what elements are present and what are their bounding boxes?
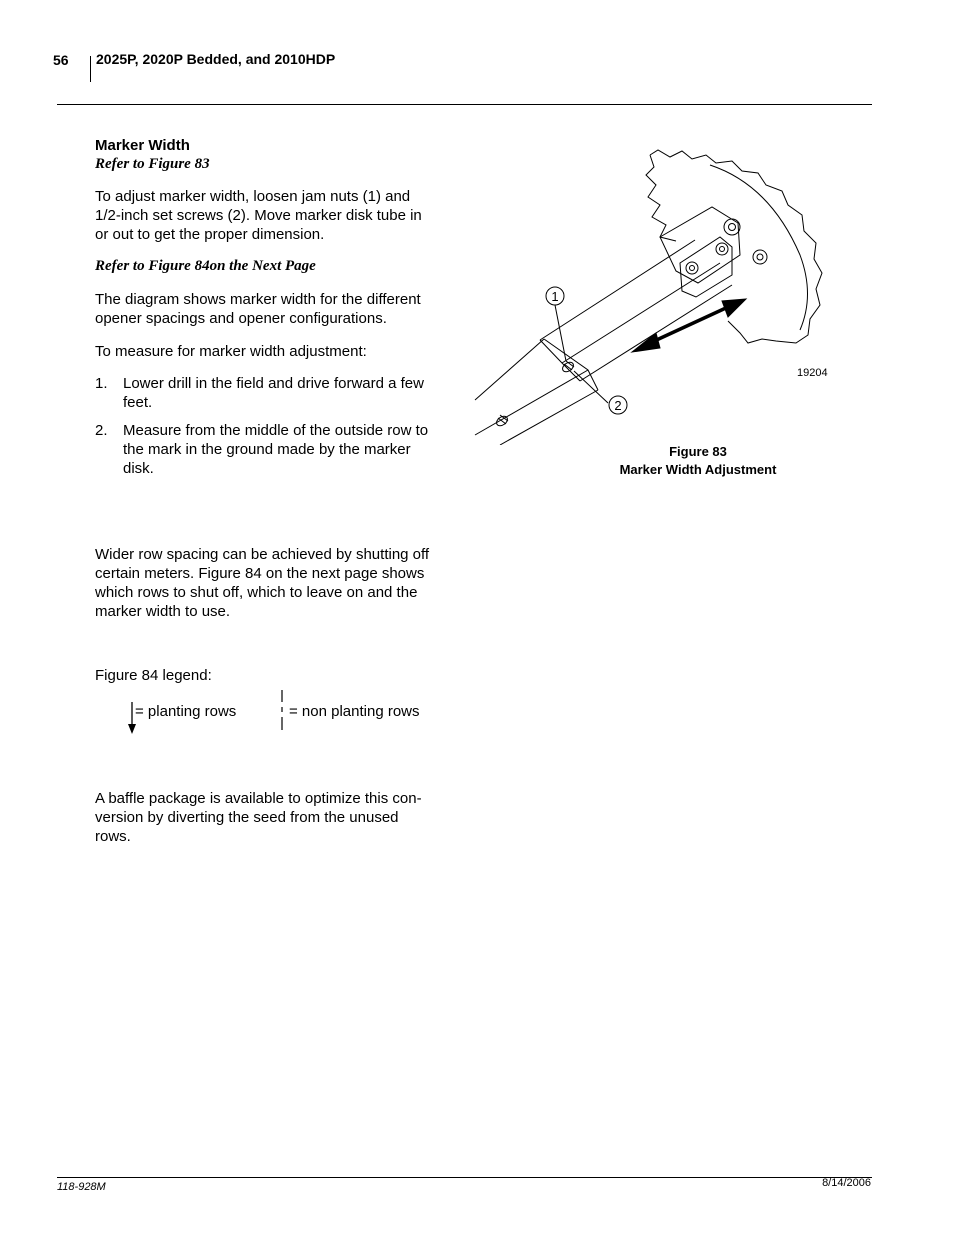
figure-id: 19204: [797, 367, 828, 379]
paragraph-text: A baffle package is available to optimize this con-version by diverting the seed from the unused rows.: [95, 790, 422, 845]
figure-84-reference: Refer to Figure 84on the Next Page: [95, 258, 316, 274]
steps-list-block: [95, 374, 435, 487]
non-planting-row-dashed-line-icon: [277, 690, 287, 732]
callout-1: 1: [551, 289, 559, 304]
list-item: [95, 421, 435, 478]
list-item: [95, 374, 435, 412]
callout-2: 2: [614, 398, 622, 413]
step-text: Lower drill in the field and drive forward a few feet.: [123, 375, 424, 411]
section-heading-block: [95, 136, 435, 174]
header-rule: [57, 104, 872, 105]
legend-title: Figure 84 legend:: [95, 667, 212, 684]
paragraph-wider-spacing: [95, 545, 435, 621]
header-divider: [90, 56, 91, 82]
step-number: 1.: [95, 375, 108, 392]
paragraph-text: Wider row spacing can be achieved by shutting off certain meters. Figure 84 on the next page shows which rows to shut off, which to leave on and the marker width to use.: [95, 546, 430, 620]
section-heading: Marker Width: [95, 137, 190, 154]
steps-list: [95, 374, 435, 478]
paragraph-text: To adjust marker width, loosen jam nuts (1) and 1/2-inch set screws (2). Move marker disk tube in or out to get the proper dimension.: [95, 188, 422, 243]
paragraph-measure: [95, 342, 435, 361]
step-number: 2.: [95, 422, 108, 439]
document-title: 2025P, 2020P Bedded, and 2010HDP: [96, 51, 336, 67]
legend: [125, 690, 445, 740]
figure-caption-title: Marker Width Adjustment: [619, 462, 777, 477]
paragraph-baffle: [95, 789, 435, 846]
paragraph-text: The diagram shows marker width for the different opener spacings and opener configurations.: [95, 291, 421, 327]
document-number: 118-928M: [57, 1181, 106, 1193]
figure-caption-number: Figure 83: [669, 444, 727, 459]
footer-rule: [57, 1177, 872, 1178]
legend-non-planting-label: = non planting rows: [289, 703, 420, 720]
step-text: Measure from the middle of the outside row to the mark in the ground made by the marker disk.: [123, 422, 429, 477]
document-date: 8/14/2006: [822, 1177, 871, 1189]
marker-width-illustration: [470, 145, 850, 445]
paragraph-adjust: [95, 187, 435, 244]
figure-83-reference: Refer to Figure 83: [95, 156, 210, 172]
legend-title-block: [95, 666, 435, 685]
paragraph-diagram: [95, 290, 435, 328]
figure-caption: [598, 443, 798, 479]
page-number: 56: [53, 52, 69, 68]
paragraph-text: To measure for marker width adjustment:: [95, 343, 367, 360]
figure-84-reference-block: [95, 257, 435, 276]
legend-planting-label: = planting rows: [135, 703, 237, 720]
